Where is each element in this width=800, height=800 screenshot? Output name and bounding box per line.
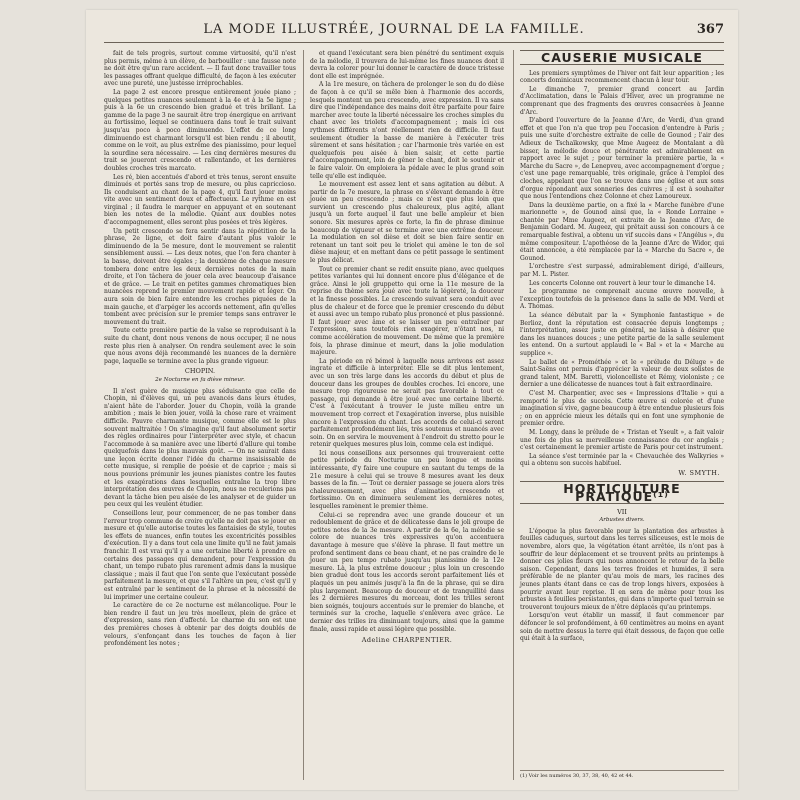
column-2 [310, 50, 504, 645]
paragraph: Les premiers symptômes de l'hiver ont fait leur apparition ; les concerts dominicaux recommencent chacun à leur tour. [520, 69, 724, 85]
paragraph: Les ré, bien accentués d'abord et très tenus, seront ensuite diminués et portés sans trop de mesure, ou plus capriccioso. Ils conduisent au chant de la page 4, qu'il faut jouer moins vite avec un sentiment doux et affectueux. Le rythme en est virginal ; il faudra le marquer en appuyant et en soutenant bien les notes de la mélodie. Quant aux doubles notes d'accompagnement, elles seront plus posées et très légères. [104, 173, 296, 227]
paragraph: Le mouvement est assez lent et sans agitation au début. A partir de la 7e mesure, la phrase en s'élevant demande à être jouée un peu crescendo ; mais ce n'est que plus loin que survient un crescendo plus chaleureux, plus agité, allant jusqu'à un forte auquel il faut une belle ampleur et bien sonore. Six mesures après ce forte, la fin de phrase diminue beaucoup de vigueur et se termine avec une extrême douceur. La modulation en sol dièse et doit se bien faire sentir en retenant un tant soit peu le triolet qui amène le ton de sol dièse majeur, et en mettant dans ce petit passage le sentiment le plus délicat. [310, 181, 504, 265]
paragraph: Il n'est guère de musique plus séduisante que celle de Chopin, ni d'élèves qui, un peu avancés dans leurs études, n'aient hâte de l'aborder. Jouer du Chopin, voilà la grande ambition ; mais le bien jouer, voilà la chose rare et vraiment difficile. Pauvre charmante musique, comme elle est le plus souvent maltraitée ! On s'imagine qu'il faut absolument sortir des règles ordinaires pour l'interpréter avec style, et chacun l'accommode à sa manière avec une liberté d'allure qui tombe quelquefois dans le plus mauvais goût. — On ne saurait dans une leçon écrite donner l'idée du charme insaisissable de cette musique, si remplie de poésie et de caprice ; mais si nous pouvions prémunir les jeunes pianistes contre les fautes et les exagérations dans lesquelles entraîne la trop libre interprétation des œuvres de Chopin, nous ne reculerions pas devant la tâche bien peu aisée de les analyser et de guider un peu ceux qui les veulent étudier. [104, 387, 296, 509]
paragraph: C'est M. Charpentier, avec ses « Impressions d'Italie » qui a remporté le plus de succès. Cette œuvre si colorée et d'une imagination si vive, gagne beaucoup à être entendue plusieurs fois ; on en apprécie mieux les détails qui en font une symphonie de premier ordre. [520, 389, 724, 428]
footnote: (1) Voir les numéros 30, 37, 38, 40, 42 et 44. [520, 770, 724, 779]
paragraph: La séance s'est terminée par la « Chevauchée des Walkyries » qui a obtenu son succès habituel. [520, 452, 724, 468]
paragraph: Le programme ne comprenait aucune œuvre nouvelle, à l'exception toutefois de la présence dans la salle de MM. Verdi et A. Thomas. [520, 288, 724, 311]
paragraph: La séance débutait par la « Symphonie fantastique » de Berlioz, dont la réputation est consacrée depuis longtemps ; l'interprétation, assez juste en général, ne laissa à désirer que dans les nuances douces ; une petite partie de la salle seulement les entend. On a surtout applaudi le « Bal » et la « Marche au supplice ». [520, 312, 724, 357]
paragraph: Lorsqu'on veut établir un massif, il faut commencer par défoncer le sol profondément, à 60 centimètres au moins en ayant soin de mettre dessus la terre qui était dessous, de façon que celle qui était à la surface, [520, 612, 724, 643]
article-signature: Adeline CHARPENTIER. [361, 636, 453, 645]
section-heading-causerie: CAUSERIE MUSICALE [520, 50, 724, 65]
paragraph: A la 1re mesure, on tâchera de prolonger le son du do dièse de façon à ce qu'il se mêle bien à l'harmonie des accords, lesquels montent un peu crescendo, avec expression. Il va sans dire que l'indépendance des mains doit être parfaite pour faire marcher avec toute la liberté nécessaire les croches simples du chant avec les triolets d'accompagnement ; mais ici ces rythmes différents n'ont réellement rien de difficile. Il faut seulement étudier la basse de manière à l'exécuter très sûrement et sans hésitation ; car l'harmonie très variée en est quelquefois peu aisée à bien saisir, et cette partie d'accompagnement, loin de gêner le chant, doit le soutenir et le faire valoir. On emploiera la pédale avec le plus grand soin telle qu'elle est indiquée. [310, 81, 504, 180]
column-1 [104, 50, 296, 649]
paragraph: Le ballet de « Prométhée » et le « prélude du Déluge » de Saint-Saëns ont permis d'apprécier la valeur de deux solistes de grand talent, MM. Baretti, violoncelliste et Rémy, violoniste ; ce dernier a une délicatesse de nuances tout à fait extraordinaire. [520, 358, 724, 389]
paragraph: Toute cette première partie de la valse se reproduisant à la suite du chant, dont nous venons de nous occuper, il ne nous reste plus rien à analyser. On rendra seulement avec le soin que nous avons déjà recommandé les nuances de la dernière page, laquelle se termine avec la plus grande vigueur. [104, 327, 296, 365]
paragraph: L'époque la plus favorable pour la plantation des arbustes à feuilles caduques, surtout dans les terres siliceuses, est le mois de novembre, alors que, la végétation étant arrêtée, ils n'ont pas à souffrir de leur déplacement et se trouvent prêts au printemps à donner ces jolies fleurs qui nous annoncent le retour de la belle saison. Cependant, dans les terres froides et humides, il sera préférable de ne planter qu'au mois de mars, les racines des jeunes plants étant dans ce cas de trop longs hivers, exposées à pourrir avant leur reprise. Il en sera de même pour tous les arbustes à feuilles persistantes, qui dans n'importe quel terrain se trouveront toujours mieux de n'être déplacés qu'au printemps. [520, 527, 724, 611]
newspaper-page [86, 10, 738, 790]
paragraph: et quand l'exécutant sera bien pénétré du sentiment exquis de la mélodie, il trouvera de lui-même les fines nuances dont il devra la colorer pour lui donner le caractère de douce tristesse dont elle est imprégnée. [310, 50, 504, 80]
article-signature: W. SMYTH. [678, 468, 720, 477]
journal-title: LA MODE ILLUSTRÉE, JOURNAL DE LA FAMILLE. [203, 22, 585, 37]
paragraph: La page 2 est encore presque entièrement jouée piano ; quelques petites nuances seulement à la 4e et à la 5e ligne ; puis à la 6e un crescendo bien gradué et très brillant. La gamme de la page 3 ne saurait être trop énergique en arrivant au fortissimo, lequel se continuera dans tout le trait suivant jusqu'au poco à poco diminuendo. L'effet de ce long diminuendo est charmant lorsqu'il est bien rendu ; il aboutit, comme on le voit, au plus extrême des pianissimo, pour lequel la sourdine sera nécessaire. — Les cinq dernières mesures du trait se joueront crescendo et rallentando, et les dernières doubles croches très marcato. [104, 88, 296, 172]
paragraph: Conseillons leur, pour commencer, de ne pas tomber dans l'erreur trop commune de croire qu'elle ne doit pas se jouer en mesure et qu'elle autorise toutes les fantaisies de style, toutes les effets de nuances, enfin toutes les excentricités possibles d'exécution. Il y a dans tout cela une limite qu'il ne faut jamais franchir. Il est vrai qu'il y a une certaine liberté à prendre en certains des passages qui demandent, pour l'expression du chant, un tempo rubato plus rarement admis dans la musique classique ; mais il faut que l'on sente que l'exécutant possède parfaitement la mesure, et que s'il l'altère un peu, c'est qu'il y est entraîné par le sentiment de la phrase et la nécessité de lui imprimer une certaine couleur. [104, 510, 296, 601]
chapter-subtitle: Arbustes divers. [599, 517, 645, 524]
paragraph: L'orchestre s'est surpassé, admirablement dirigé, d'ailleurs, par M. L. Pister. [520, 263, 724, 279]
paragraph: M. Longy, dans le prélude de « Tristan et Yseult », a fait valoir une fois de plus sa merveilleuse connaissance du cor anglais ; c'est certainement le premier artiste de Paris pour cet instrument. [520, 428, 724, 452]
paragraph: Dans la deuxième partie, on a fixé la « Marche funèbre d'une marionnette », de Gounod ainsi que, la « Ronde Lorraine » chantée par Mme Augeez, et extraite de la Jeanne d'Arc, de Benjamin Godard. M. Augeez, qui prêtait aussi son concours à ce remarquable festival, a obtenu un vif succès dans « l'Angélus », du même compositeur. L'apothéose de la Jeanne d'Arc de Widor, qui était annoncée, a été remplacée par la « Marche du Sacre », de Gounod. [520, 201, 724, 262]
column-rule [513, 50, 514, 780]
chapter-number: VII [617, 507, 627, 516]
page-number: 367 [696, 22, 724, 37]
paragraph: fait de tels progrès, surtout comme virtuosité, qu'il n'est plus permis, même à un élève, de barbouiller : une fausse note ne doit être qu'un rare accident. — Il faut donc travailler tous les passages offrant quelque difficulté, de façon à les exécuter avec une pureté, une justesse irréprochables. [104, 50, 296, 88]
column-rule [303, 50, 304, 780]
running-header [104, 20, 724, 43]
paragraph: Tout ce premier chant se redit ensuite piano, avec quelques petites variantes qui lui donnent encore plus d'élégance et de grâce. Ainsi le joli gruppetto qui orne la 11e mesure de la reprise du thème sera joué avec toute la légèreté, la douceur et la finesse possibles. Le crescendo suivant sera conduit avec plus de chaleur et de force que le premier crescendo du début et aussi avec un tempo rubato plus prononcé et plus passionné. Il faut jouer avec âme et se laisser un peu entraîner par l'expression, sans toutefois rien exagérer, n'ôtant nos, ni comme accélération de mouvement. De même que la première fois, la phrase diminue et meurt, dans la jolie modulation majeure. [310, 265, 504, 357]
paragraph: Le dimanche 7, premier grand concert au Jardin d'Acclimatation, dans le Palais d'Hiver, avec un programme ne comprenant que des fragments des œuvres consacrées à Jeanne d'Arc. [520, 85, 724, 116]
chopin-title: CHOPIN. [184, 367, 216, 376]
chopin-subtitle: 2e Nocturne en fa dièse mineur. [155, 376, 245, 383]
paragraph: D'abord l'ouverture de la Jeanne d'Arc, de Verdi, d'un grand effet et que l'on n'a que trop peu l'occasion d'entendre à Paris ; puis une suite d'orchestre extraite de celle de Gounod ; l'air des Adieux de Tschaïkowsky, que Mme Augeez de Montalant a dû bisser, la mélodie douce et pénétrante est admirablement en rapport avec le sujet ; pour terminer la première partie, la « Marche du Sacre », de Lenepveu, avec accompagnement d'orgue ; c'est une page remarquable, très originale, grâce à l'emploi des cloches, appelant que l'on se trouve dans une église et aux sons d'orgue répondant aux sonneries des cuivres ; il est à souhaiter que nous l'entendions chez Colonne et chez Lamoureux. [520, 117, 724, 201]
column-3 [520, 50, 724, 644]
section-heading-horticulture: HORTICULTURE PRATIQUE⁽¹⁾ [520, 481, 724, 503]
paragraph: Ici nous conseillons aux personnes qui trouveraient cette petite période du Nocturne un peu longue et moins intéressante, d'y faire une coupure en sautant du temps de la 21e mesure à celui qui se trouve 8 mesures avant les deux basses de la fin. — Tout ce dernier passage se jouera alors très chaleureusement, avec plus d'animation, crescendo et fortissimo. On en diminuera seulement les dernières notes, lesquelles ramènent le premier thème. [310, 449, 504, 511]
paragraph: Le caractère de ce 2e nocturne est mélancolique. Pour le bien rendre il faut un jeu très moelleux, plein de grâce et d'expression, sans rien d'affecté. Le charme du son est une des premières choses à obtenir par des doigts doublés de velours, s'enfonçant dans les touches de façon à lier profondément les notes ; [104, 602, 296, 648]
paragraph: Un petit crescendo se fera sentir dans la répétition de la phrase, 2e ligne, et doit faire d'autant plus valoir le diminuendo de la 5e mesure, dont le mouvement se ralentit sensiblement aussi. — Les deux notes, que l'on fera chanter à la basse, doivent être égales ; la deuxième de chaque mesure tombera donc entre les deux dernières notes de la main droite, et l'on tâchera de jouer cela avec beaucoup d'aisance et de grâce. — Le trait en petites gammes chromatiques bien nuancées reprend le premier mouvement rapide et léger. On aura soin de bien faire entendre les croches piquées de la main gauche, et d'arpéger les accords nettement, afin qu'elles tombent avec précision sur le premier temps sans entraver le mouvement du trait. [104, 227, 296, 326]
paragraph: La période en ré bémol à laquelle nous arrivons est assez ingrate et difficile à interpréter. Elle se dit plus lentement, avec un son très large dans les accords du début et plus de douceur dans les groupes de doubles croches. Ici encore, une mesure trop rigoureuse ne serait pas favorable à tout ce passage, qui demande à être joué avec une certaine liberté. C'est à l'exécutant à trouver le juste milieu entre un mouvement trop correct et l'exagération inverse, plus nuisible encore à l'expression du chant. Les accords de celui-ci seront parfaitement profondément liés, très soutenus et nuancés avec soin. On en servira le mouvement à l'endroit du stretto pour le retenir quelques mesures plus loin, comme cela est indiqué. [310, 357, 504, 449]
paragraph: Les concerts Colonne ont rouvert à leur tour le dimanche 14. [529, 279, 716, 287]
paragraph: Celui-ci se reprendra avec une grande douceur et un redoublement de grâce et de délicatesse dans le joli groupe de petites notes de la 3e mesure. A partir de la 6e, la mélodie se colore de nuances très expressives qu'on accentuera davantage à mesure que s'élève la phrase. Il faut mettre un profond sentiment dans ce beau chant, et ne pas craindre de le jouer un peu tempo rubato jusqu'au pianissimo de la 12e mesure. Là, la plus extrême douceur ; plus loin un crescendo bien gradué dont tous les accords seront parfaitement liés et plaqués un peu animés jusqu'à la fin de la phrase, qui se dira plus largement. Beaucoup de douceur et de tranquillité dans les 2 dernières mesures du morceau, dont les trilles seront bien soignés, toujours accentués sur le premier do blanche, et terminés sur la croche, laquelle s'enlèvera avec grâce. Le dernier des trilles ira diminuant toujours, ainsi que la gamme finale, aussi rapide et aussi légère que possible. [310, 511, 504, 633]
